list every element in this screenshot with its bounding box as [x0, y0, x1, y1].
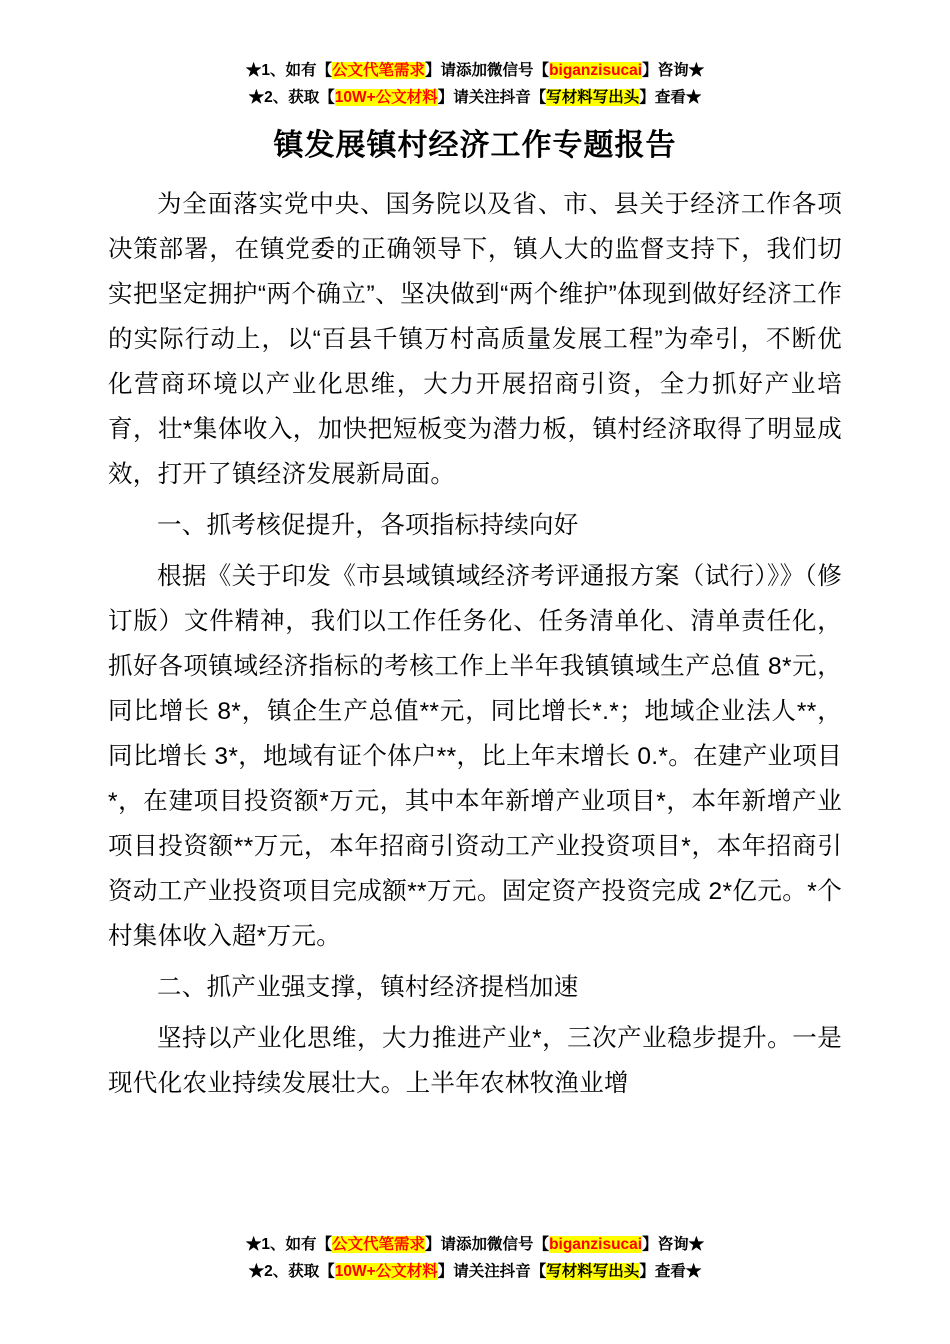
promo-prefix: 1、如有 [261, 62, 317, 79]
bracket-close-2: 】 [642, 1236, 658, 1253]
body-paragraph-section-2: 坚持以产业化思维，大力推进产业*，三次产业稳步提升。一是现代化农业持续发展壮大。上半年农林牧渔业增 [108, 1025, 842, 1097]
promo-middle: 请关注抖音 [453, 89, 531, 106]
star-icon-right: ★ [685, 89, 702, 106]
bracket-open-2: 【 [530, 1263, 547, 1280]
star-icon-right: ★ [688, 62, 705, 79]
promo-highlight-materials: 10W+公文材料 [334, 1263, 438, 1280]
bracket-open: 【 [316, 62, 332, 79]
bracket-open-2: 【 [533, 1236, 550, 1253]
promo-banner-bottom-line1 [108, 1232, 842, 1257]
promo-suffix: 查看 [654, 89, 686, 106]
star-icon-left: ★ [245, 1236, 262, 1253]
promo-banner-top-line2 [108, 85, 842, 110]
promo-highlight-need: 公文代笔需求 [332, 1236, 426, 1253]
promo-highlight-materials: 10W+公文材料 [334, 89, 438, 106]
star-icon-left: ★ [245, 62, 262, 79]
star-icon-left: ★ [248, 1263, 265, 1280]
promo-prefix: 2、获取 [264, 1263, 320, 1280]
bracket-close: 】 [425, 62, 441, 79]
promo-prefix: 1、如有 [261, 1236, 317, 1253]
promo-highlight-wechat-id: biganzisucai [549, 62, 643, 79]
body-paragraph-intro: 为全面落实党中央、国务院以及省、市、县关于经济工作各项决策部署，在镇党委的正确领导下，镇人大的监督支持下，我们切实把坚定拥护“两个确立”、坚决做到“两个维护”体现到做好经济工作的实际行动上，以“百县千镇万村高质量发展工程”为牵引，不断优化营商环境以产业化思维，大力开展招商引资，全力抓好产业培育，壮*集体收入，加快把短板变为潜力板，镇村经济取得了明显成效，打开了镇经济发展新局面。 [108, 191, 842, 488]
bracket-close-2: 】 [642, 62, 658, 79]
promo-middle: 请关注抖音 [453, 1263, 531, 1280]
promo-middle: 请添加微信号 [440, 62, 534, 79]
promo-highlight-douyin-account: 写材料写出头 [546, 89, 640, 106]
bracket-close: 】 [437, 1263, 454, 1280]
star-icon-right: ★ [688, 1236, 705, 1253]
promo-banner-top-line1 [108, 58, 842, 83]
page-title: 镇发展镇村经济工作专题报告 [273, 129, 677, 162]
bracket-open-2: 【 [530, 89, 547, 106]
promo-suffix: 查看 [654, 1263, 686, 1280]
bracket-open: 【 [319, 1263, 335, 1280]
promo-prefix: 2、获取 [264, 89, 320, 106]
star-icon-left: ★ [248, 89, 265, 106]
bracket-close-2: 】 [639, 1263, 655, 1280]
bracket-open-2: 【 [533, 62, 550, 79]
promo-highlight-wechat-id: biganzisucai [549, 1236, 643, 1253]
section-heading-1: 一、抓考核促提升，各项指标持续向好 [157, 512, 579, 539]
promo-banner-bottom-line2 [108, 1259, 842, 1284]
bracket-close: 】 [437, 89, 454, 106]
promo-highlight-need: 公文代笔需求 [332, 62, 426, 79]
promo-suffix: 咨询 [657, 1236, 689, 1253]
promo-middle: 请添加微信号 [440, 1236, 534, 1253]
bracket-close-2: 】 [639, 89, 655, 106]
promo-banner-bottom [108, 1232, 842, 1284]
promo-suffix: 咨询 [657, 62, 689, 79]
bracket-open: 【 [319, 89, 335, 106]
bracket-open: 【 [316, 1236, 332, 1253]
promo-highlight-douyin-account: 写材料写出头 [546, 1263, 640, 1280]
body-paragraph-section-1: 根据《关于印发《市县域镇域经济考评通报方案（试行）》》（修订版）文件精神，我们以工作任务化、任务清单化、清单责任化，抓好各项镇域经济指标的考核工作上半年我镇镇域生产总值 8*元，同比增长 8*，镇企生产总值**元，同比增长*.*；地域企业法人**，同比增长 3*，地域有证个体户**，比上年末增长 0.*。在建产业项目*，在建项目投资额*万元，其中本年新增产业项目*，本年新增产业项目投资额**万元，本年招商引资动工产业投资项目*，本年招商引资动工产业投资项目完成额**万元。固定资产投资完成 2*亿元。*个村集体收入超*万元。 [108, 563, 842, 950]
star-icon-right: ★ [685, 1263, 702, 1280]
section-heading-2: 二、抓产业强支撑，镇村经济提档加速 [157, 974, 579, 1001]
bracket-close: 】 [425, 1236, 441, 1253]
